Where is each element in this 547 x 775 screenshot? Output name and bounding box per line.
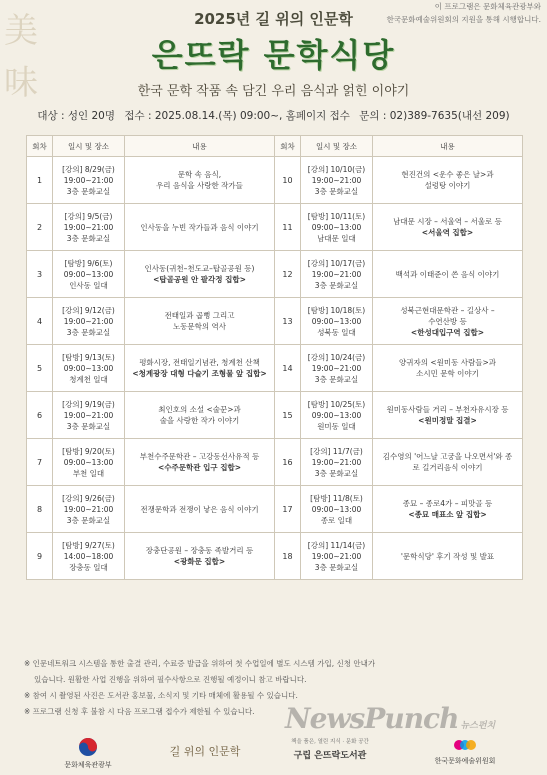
content-line: 술을 사랑한 작가 이야기 (159, 416, 240, 425)
session-number: 17 (275, 486, 301, 533)
datetime-line: [강의] 9/19(금) (62, 399, 115, 409)
meeting-point: <탑골공원 안 팔각정 집합> (153, 275, 246, 284)
datetime-line: 원미동 일대 (317, 421, 356, 431)
contact-info: 문의 : 02)389-7635(내선 209) (359, 110, 510, 122)
session-number: 11 (275, 204, 301, 251)
session-datetime (301, 251, 373, 298)
note-1-cont: 있습니다. 원활한 사업 진행을 위하여 필수사항으로 진행될 예정이니 참고 바랍니다. (34, 675, 307, 684)
session-content (125, 486, 275, 533)
note-3: ※ 프로그램 신청 후 불참 시 다음 프로그램 접수가 제한될 수 있습니다. (24, 707, 255, 716)
session-number: 12 (275, 251, 301, 298)
datetime-line: 종로 일대 (320, 515, 353, 525)
session-number: 2 (27, 204, 53, 251)
content-line: 인사동(귀천–천도교–탑골공원 등) (144, 264, 255, 273)
session-number: 9 (27, 533, 53, 580)
datetime-line: 3층 문화교실 (66, 327, 111, 337)
content-line: 남대문 시장 – 서울역 – 서울로 등 (393, 217, 502, 226)
session-content (373, 533, 523, 580)
session-number: 8 (27, 486, 53, 533)
session-datetime (301, 298, 373, 345)
header-datetime: 일시 및 장소 (301, 136, 373, 157)
logo-humanities-label: 길 위의 인문학 (169, 745, 241, 758)
datetime-line: [탐방] 9/27(토) (62, 540, 115, 550)
session-number: 1 (27, 157, 53, 204)
content-line: 현진건의 <운수 좋은 날>과 (401, 170, 494, 179)
session-content (373, 486, 523, 533)
datetime-line: 09:00~13:00 (63, 457, 114, 467)
content-line: 우리 음식을 사랑한 작가들 (156, 181, 243, 190)
logo-humanities (150, 737, 260, 759)
content-line: 원미동사람들 거리 – 부천자유시장 등 (386, 405, 509, 414)
content-line: 전쟁문학과 전쟁이 낳은 음식 이야기 (140, 504, 259, 514)
datetime-line: 19:00~21:00 (63, 504, 114, 514)
table-row (27, 251, 523, 298)
arko-icon (452, 737, 478, 753)
content-line: 설렁탕 이야기 (424, 181, 471, 190)
session-number: 6 (27, 392, 53, 439)
content-line: 문학 속 음식, (177, 170, 222, 179)
session-content (373, 298, 523, 345)
datetime-line: 3층 문화교실 (66, 186, 111, 196)
session-number: 5 (27, 345, 53, 392)
session-number: 3 (27, 251, 53, 298)
content-line: 종묘 – 종로4가 – 피맛골 등 (402, 499, 493, 508)
header-content: 내용 (125, 136, 275, 157)
content-line: 로 길거리음식 이야기 (412, 463, 483, 472)
content-line: 백석과 이태준이 쓴 음식 이야기 (395, 269, 500, 279)
target-info: 대상 : 성인 20명 (37, 110, 115, 122)
session-datetime (53, 486, 125, 533)
page-title: 은뜨락 문학식당 (151, 36, 396, 74)
content-line: 수연산방 등 (428, 316, 467, 326)
session-number: 10 (275, 157, 301, 204)
meeting-point: <광화문 집합> (173, 557, 226, 566)
meeting-point: <원미정말 집결> (418, 416, 477, 425)
support-note-line-2: 한국문화예술위원회의 지원을 통해 시행합니다. (386, 15, 541, 24)
session-content (125, 157, 275, 204)
session-number: 18 (275, 533, 301, 580)
background-hanja-2: 味 (4, 63, 38, 103)
table-row (27, 298, 523, 345)
watermark-main: NewsPunch (285, 702, 459, 735)
datetime-line: 인사동 일대 (69, 280, 108, 290)
session-datetime (301, 157, 373, 204)
datetime-line: 19:00~21:00 (311, 175, 362, 185)
datetime-line: 19:00~21:00 (311, 551, 362, 561)
datetime-line: 3층 문화교실 (66, 233, 111, 243)
tagline: 한국 문학 작품 속 담긴 우리 음식과 얽힌 이야기 (137, 84, 410, 99)
datetime-line: 19:00~21:00 (311, 269, 362, 279)
session-datetime (53, 392, 125, 439)
datetime-line: [강의] 10/24(금) (307, 352, 366, 362)
meeting-point: <한성대입구역 집합> (410, 327, 485, 337)
table-row (27, 157, 523, 204)
meeting-point: <청계광장 대형 다슬기 조형물 앞 집합> (132, 369, 267, 378)
logo-library (275, 737, 385, 761)
session-number: 15 (275, 392, 301, 439)
datetime-line: 남대문 일대 (317, 233, 356, 243)
sponsor-footer (0, 729, 547, 775)
datetime-line: 장충동 일대 (69, 562, 108, 572)
datetime-line: [강의] 8/29(금) (62, 164, 115, 174)
content-line: 김수영의 '어느날 고궁을 나오면서'와 종 (382, 452, 513, 461)
logo-arko-label: 한국문화예술위원회 (434, 757, 496, 765)
datetime-line: 09:00~13:00 (63, 363, 114, 373)
table-row (27, 439, 523, 486)
table-row (27, 392, 523, 439)
session-datetime (53, 345, 125, 392)
content-line: 소시민 문학 이야기 (416, 369, 479, 378)
table-row (27, 533, 523, 580)
datetime-line: [탐방] 10/18(토) (307, 305, 366, 315)
datetime-line: 3층 문화교실 (314, 186, 359, 196)
datetime-line: [탐방] 9/6(토) (64, 258, 113, 268)
session-content (373, 345, 523, 392)
datetime-line: [탐방] 10/11(토) (307, 211, 366, 221)
datetime-line: 09:00~13:00 (311, 222, 362, 232)
datetime-line: [강의] 10/17(금) (307, 258, 366, 268)
header-datetime: 일시 및 장소 (53, 136, 125, 157)
datetime-line: 3층 문화교실 (314, 562, 359, 572)
datetime-line: [탐방] 9/20(토) (62, 446, 115, 456)
datetime-line: [강의] 9/5(금) (64, 211, 113, 221)
datetime-line: 19:00~21:00 (311, 457, 362, 467)
datetime-line: 3층 문화교실 (314, 468, 359, 478)
session-content (125, 439, 275, 486)
logo-arko (410, 737, 520, 766)
session-datetime (301, 345, 373, 392)
session-datetime (53, 298, 125, 345)
meeting-point: <수주문학관 입구 집합> (158, 463, 241, 472)
watermark-sub: 뉴스펀치 (460, 721, 496, 731)
content-line: 부천수주문학관 – 고강동선사유적 등 (139, 452, 260, 461)
datetime-line: [강의] 10/10(금) (307, 164, 366, 174)
content-line: '문학식당' 후기 작성 및 발표 (400, 551, 495, 561)
table-row (27, 345, 523, 392)
session-content (373, 251, 523, 298)
datetime-line: 청계천 일대 (69, 374, 108, 384)
content-line: 최인호의 소설 <술꾼>과 (158, 405, 241, 414)
header-session: 회차 (27, 136, 53, 157)
datetime-line: [강의] 9/26(금) (62, 493, 115, 503)
session-content (125, 204, 275, 251)
content-line: 전태일과 곱뻥 그리고 (164, 311, 235, 320)
datetime-line: 3층 문화교실 (314, 374, 359, 384)
session-datetime (301, 439, 373, 486)
content-line: 노동문학의 역사 (172, 322, 227, 331)
datetime-line: [강의] 11/7(금) (310, 446, 363, 456)
session-datetime (301, 204, 373, 251)
datetime-line: 09:00~13:00 (63, 269, 114, 279)
session-content (373, 157, 523, 204)
content-line: 장충단공원 – 장충동 족발거리 등 (145, 546, 254, 555)
note-2: ※ 참여 시 촬영된 사진은 도서관 홍보물, 소식지 및 기타 매체에 활용될 수 있습니다. (24, 691, 298, 700)
session-datetime (301, 533, 373, 580)
meeting-point: <서울역 집합> (421, 228, 474, 237)
session-datetime (301, 486, 373, 533)
header-content: 내용 (373, 136, 523, 157)
datetime-line: 3층 문화교실 (66, 421, 111, 431)
datetime-line: 3층 문화교실 (66, 515, 111, 525)
logo-mcst-label: 문화체육관광부 (64, 761, 112, 769)
table-header-row (27, 136, 523, 157)
content-line: 성북근현대문학관 – 길상사 – (400, 305, 495, 315)
logo-library-label: 구립 은뜨락도서관 (293, 751, 367, 761)
datetime-line: [탐방] 9/13(토) (62, 352, 115, 362)
session-datetime (53, 251, 125, 298)
session-content (373, 204, 523, 251)
datetime-line: 부천 일대 (72, 468, 105, 478)
datetime-line: [탐방] 10/25(토) (307, 399, 366, 409)
session-content (373, 439, 523, 486)
background-hanja-1: 美 (4, 11, 38, 51)
session-datetime (301, 392, 373, 439)
session-datetime (53, 204, 125, 251)
datetime-line: 19:00~21:00 (311, 363, 362, 373)
session-content (125, 298, 275, 345)
content-line: 평화시장, 전태일기념관, 청계천 산책 (139, 358, 260, 367)
support-note-line-1: 이 프로그램은 문화체육관광부와 (434, 2, 541, 11)
session-number: 4 (27, 298, 53, 345)
datetime-line: 09:00~13:00 (311, 316, 362, 326)
datetime-line: 09:00~13:00 (311, 410, 362, 420)
datetime-line: 3층 문화교실 (314, 280, 359, 290)
datetime-line: [강의] 9/12(금) (62, 305, 115, 315)
content-line: 양귀자의 <원미동 사람들>과 (398, 358, 497, 367)
session-number: 13 (275, 298, 301, 345)
program-subtitle: 2025년 길 위의 인문학 (194, 10, 353, 28)
datetime-line: [탐방] 11/8(토) (310, 493, 363, 503)
logo-mcst (58, 737, 118, 770)
meeting-point: <종묘 매표소 앞 집합> (408, 510, 487, 519)
datetime-line: 09:00~13:00 (311, 504, 362, 514)
content-line: 인사동을 누빈 작가들과 음식 이야기 (140, 222, 259, 232)
note-1: ※ 인문네트워크 시스템을 통한 출결 관리, 수료증 발급을 위하여 첫 수업일에 별도 시스템 가입, 신청 안내가 (24, 659, 376, 668)
schedule-table (26, 135, 523, 580)
session-number: 14 (275, 345, 301, 392)
taegeuk-icon (78, 737, 98, 757)
datetime-line: 19:00~21:00 (63, 316, 114, 326)
datetime-line: 19:00~21:00 (63, 175, 114, 185)
session-number: 16 (275, 439, 301, 486)
table-row (27, 486, 523, 533)
session-datetime (53, 157, 125, 204)
datetime-line: 19:00~21:00 (63, 410, 114, 420)
info-bar (0, 108, 547, 123)
datetime-line: 19:00~21:00 (63, 222, 114, 232)
datetime-line: [강의] 11/14(금) (307, 540, 366, 550)
session-content (125, 392, 275, 439)
session-content (373, 392, 523, 439)
table-row (27, 204, 523, 251)
apply-info: 접수 : 2025.08.14.(목) 09:00~, 홈페이지 접수 (124, 110, 350, 122)
session-content (125, 533, 275, 580)
datetime-line: 성북동 일대 (317, 327, 356, 337)
header-session: 회차 (275, 136, 301, 157)
logo-library-slogan: 책을 품은, 열린 지식 · 문화 공간 (291, 739, 369, 745)
session-number: 7 (27, 439, 53, 486)
session-content (125, 345, 275, 392)
datetime-line: 14:00~18:00 (63, 551, 114, 561)
session-datetime (53, 533, 125, 580)
session-content (125, 251, 275, 298)
session-datetime (53, 439, 125, 486)
